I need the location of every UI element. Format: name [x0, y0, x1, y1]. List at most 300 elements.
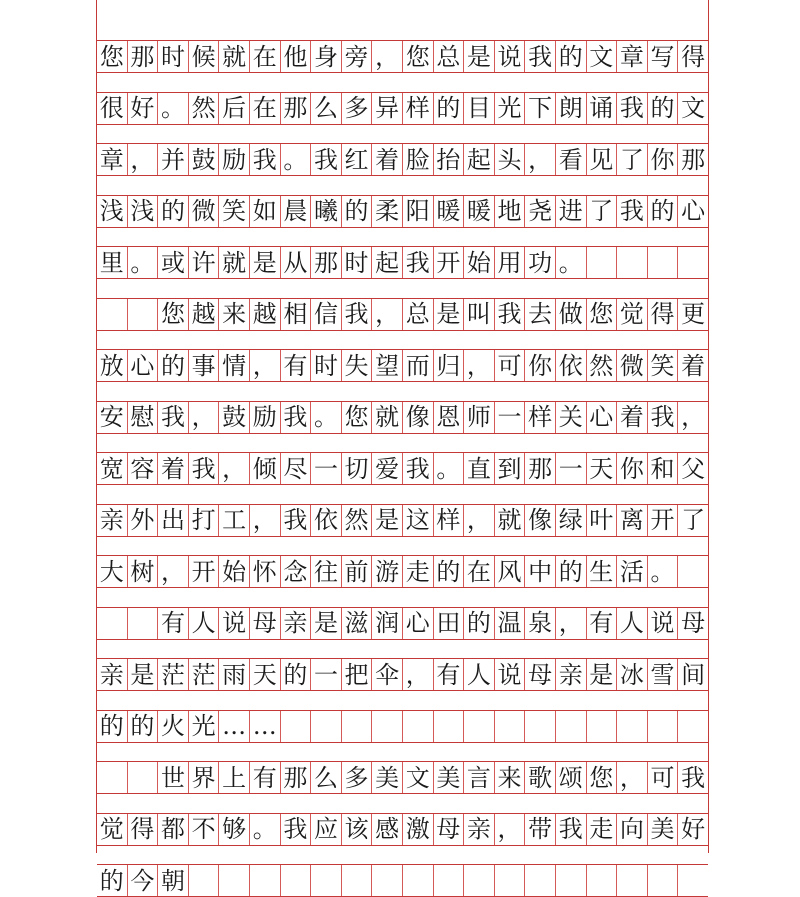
grid-cell: 是 — [128, 659, 159, 690]
grid-cell: 把 — [342, 659, 373, 690]
grid-cell — [219, 865, 250, 896]
grid-cell: 进 — [556, 196, 587, 227]
grid-cell: 一 — [495, 402, 526, 433]
grid-cell: 去 — [525, 299, 556, 330]
grid-cell: 人 — [464, 659, 495, 690]
grid-cell: 前 — [342, 556, 373, 587]
grid-cell: 我 — [648, 402, 679, 433]
grid-cell — [556, 865, 587, 896]
grid-cell: 你 — [525, 350, 556, 381]
grid-cell: 。 — [311, 402, 342, 433]
grid-cell: 就 — [219, 247, 250, 278]
grid-cell — [617, 711, 648, 742]
grid-cell: 曦 — [311, 196, 342, 227]
grid-cell: 浅 — [97, 196, 128, 227]
grid-cell: 您 — [403, 41, 434, 72]
grid-cell: 是 — [434, 299, 465, 330]
grid-cell: 那 — [281, 93, 312, 124]
grid-cell: 美 — [648, 814, 679, 845]
grid-cell: 宽 — [97, 453, 128, 484]
grid-cell: ， — [556, 608, 587, 639]
grid-cell: 然 — [189, 93, 220, 124]
grid-cell: 人 — [617, 608, 648, 639]
grid-cell: 尽 — [281, 453, 312, 484]
grid-cell: 后 — [219, 93, 250, 124]
grid-cell: 心 — [587, 402, 618, 433]
grid-cell: 世 — [158, 762, 189, 793]
grid-cell: 然 — [342, 505, 373, 536]
grid-cell: 我 — [250, 144, 281, 175]
grid-cell: ， — [250, 350, 281, 381]
grid-cell: 下 — [525, 93, 556, 124]
grid-cell: 游 — [372, 556, 403, 587]
grid-cell: 起 — [372, 247, 403, 278]
grid-cell: 一 — [311, 659, 342, 690]
grid-cell: 微 — [617, 350, 648, 381]
grid-cell: 。 — [434, 453, 465, 484]
grid-cell: 风 — [495, 556, 526, 587]
grid-cell: 。 — [648, 556, 679, 587]
grid-cell: 你 — [648, 144, 679, 175]
grid-cell: 多 — [342, 762, 373, 793]
grid-cell: 目 — [464, 93, 495, 124]
grid-cell — [495, 711, 526, 742]
grid-cell: 心 — [403, 608, 434, 639]
grid-cell: 倾 — [250, 453, 281, 484]
grid-cell — [342, 711, 373, 742]
grid-cell: 我 — [403, 247, 434, 278]
grid-cell: 得 — [681, 42, 706, 71]
grid-cell — [128, 762, 159, 793]
grid-row — [97, 349, 708, 382]
grid-cell: 慰 — [128, 402, 159, 433]
grid-cell: 我 — [681, 763, 706, 792]
grid-cell: 就 — [219, 41, 250, 72]
grid-cell: 我 — [342, 299, 373, 330]
grid-row — [97, 298, 708, 331]
grid-cell: 离 — [617, 505, 648, 536]
grid-cell — [128, 299, 159, 330]
grid-cell: 的 — [158, 350, 189, 381]
grid-cell: 头 — [495, 144, 526, 175]
grid-row — [97, 92, 708, 125]
grid-cell: 我 — [495, 299, 526, 330]
grid-cell: ， — [617, 762, 648, 793]
grid-cell: 样 — [434, 505, 465, 536]
grid-cell: 间 — [681, 660, 706, 689]
grid-cell: 雪 — [648, 659, 679, 690]
grid-cell: 着 — [617, 402, 648, 433]
grid-cell: 见 — [587, 144, 618, 175]
grid-cell: 情 — [219, 350, 250, 381]
grid-cell: 界 — [189, 762, 220, 793]
grid-cell: 的 — [97, 865, 128, 896]
grid-cell: 大 — [97, 556, 128, 587]
grid-cell: 浅 — [128, 196, 159, 227]
grid-cell: 写 — [648, 41, 679, 72]
grid-cell — [525, 865, 556, 896]
grid-cell: 工 — [219, 505, 250, 536]
grid-row — [97, 761, 708, 794]
grid-cell: 望 — [372, 350, 403, 381]
grid-cell: 走 — [403, 556, 434, 587]
grid-cell: 来 — [219, 299, 250, 330]
grid-cell — [648, 865, 679, 896]
grid-cell: 信 — [311, 299, 342, 330]
grid-cell: 您 — [587, 299, 618, 330]
grid-cell: 怀 — [250, 556, 281, 587]
grid-cell: 事 — [189, 350, 220, 381]
grid-cell: 我 — [281, 814, 312, 845]
grid-cell — [464, 711, 495, 742]
grid-cell: 微 — [189, 196, 220, 227]
grid-cell: 我 — [189, 453, 220, 484]
grid-cell: 时 — [158, 41, 189, 72]
grid-cell: ， — [495, 814, 526, 845]
grid-cell: 叶 — [587, 505, 618, 536]
grid-cell — [403, 865, 434, 896]
grid-cell: 打 — [189, 505, 220, 536]
grid-cell: ， — [158, 556, 189, 587]
grid-cell — [311, 711, 342, 742]
grid-cell: ， — [372, 299, 403, 330]
grid-cell: 用 — [495, 247, 526, 278]
grid-cell: 够 — [219, 814, 250, 845]
grid-cell: 亲 — [97, 659, 128, 690]
grid-cell — [311, 865, 342, 896]
grid-cell: 不 — [189, 814, 220, 845]
grid-cell: 总 — [434, 41, 465, 72]
grid-cell: 抬 — [434, 144, 465, 175]
grid-cell: 母 — [681, 609, 706, 637]
grid-cell: 我 — [525, 41, 556, 72]
grid-cell: 和 — [648, 453, 679, 484]
grid-cell: 好 — [128, 93, 159, 124]
grid-cell: 。 — [556, 247, 587, 278]
grid-cell: 更 — [681, 300, 706, 328]
grid-cell: ， — [189, 402, 220, 433]
grid-cell — [617, 865, 648, 896]
grid-cell: 从 — [281, 247, 312, 278]
grid-cell: 感 — [372, 814, 403, 845]
grid-cell: ， — [464, 350, 495, 381]
grid-cell: 火 — [158, 711, 189, 742]
grid-cell: 得 — [648, 299, 679, 330]
grid-cell: 光 — [495, 93, 526, 124]
grid-cell: 是 — [587, 659, 618, 690]
grid-cell — [556, 711, 587, 742]
grid-cell: 么 — [311, 762, 342, 793]
grid-cell — [403, 711, 434, 742]
grid-cell: 师 — [464, 402, 495, 433]
grid-cell: 开 — [648, 505, 679, 536]
grid-cell: 文 — [681, 94, 706, 122]
grid-cell: 的 — [281, 659, 312, 690]
grid-cell: 出 — [158, 505, 189, 536]
grid-cell: 容 — [128, 453, 159, 484]
grid-cell: 总 — [403, 299, 434, 330]
grid-cell: 言 — [464, 762, 495, 793]
grid-cell — [281, 865, 312, 896]
grid-cell: 该 — [342, 814, 373, 845]
grid-row — [97, 555, 708, 588]
grid-cell: 功 — [525, 247, 556, 278]
grid-cell: … — [250, 711, 281, 742]
grid-cell: 旁 — [342, 41, 373, 72]
grid-cell: 励 — [250, 402, 281, 433]
grid-cell: 柔 — [372, 196, 403, 227]
grid-cell: 么 — [311, 93, 342, 124]
grid-cell — [342, 865, 373, 896]
grid-cell: 是 — [372, 505, 403, 536]
grid-row — [97, 40, 708, 73]
grid-cell: 并 — [158, 144, 189, 175]
grid-cell: 着 — [372, 144, 403, 175]
grid-cell: 章 — [97, 144, 128, 175]
grid-cell: 地 — [495, 196, 526, 227]
grid-cell: 亲 — [556, 659, 587, 690]
grid-cell: 有 — [250, 762, 281, 793]
grid-cell: 是 — [311, 608, 342, 639]
grid-cell: 茫 — [158, 659, 189, 690]
grid-cell: 鼓 — [189, 144, 220, 175]
grid-cell: 天 — [250, 659, 281, 690]
grid-cell: 觉 — [617, 299, 648, 330]
grid-cell: … — [219, 711, 250, 742]
grid-cell: 都 — [158, 814, 189, 845]
grid-cell: 始 — [464, 247, 495, 278]
grid-cell: 说 — [648, 608, 679, 639]
grid-cell: 你 — [617, 453, 648, 484]
grid-cell: 关 — [556, 402, 587, 433]
grid-cell — [372, 865, 403, 896]
grid-cell — [128, 608, 159, 639]
grid-cell: 越 — [189, 299, 220, 330]
grid-cell: 着 — [681, 351, 706, 380]
grid-row — [97, 658, 708, 691]
grid-cell: 外 — [128, 505, 159, 536]
grid-cell: 那 — [681, 145, 706, 174]
grid-cell: 多 — [342, 93, 373, 124]
grid-cell: ， — [403, 659, 434, 690]
grid-cell — [372, 711, 403, 742]
grid-cell: 说 — [495, 659, 526, 690]
grid-cell: 暖 — [464, 196, 495, 227]
grid-cell: 您 — [587, 762, 618, 793]
composition-paper — [96, 0, 709, 895]
grid-cell: 那 — [128, 41, 159, 72]
grid-cell — [678, 711, 708, 742]
grid-cell — [678, 556, 708, 587]
grid-row — [97, 864, 708, 897]
grid-cell: 笑 — [219, 196, 250, 227]
grid-cell: 那 — [281, 762, 312, 793]
grid-cell: ， — [372, 41, 403, 72]
grid-cell: 越 — [250, 299, 281, 330]
grid-cell: 如 — [250, 196, 281, 227]
grid-cell: 母 — [434, 814, 465, 845]
grid-cell: 茫 — [189, 659, 220, 690]
grid-cell: 颂 — [556, 762, 587, 793]
grid-cell: 我 — [617, 93, 648, 124]
grid-cell: 里 — [97, 247, 128, 278]
grid-cell: 励 — [219, 144, 250, 175]
grid-cell: 有 — [158, 608, 189, 639]
grid-cell: 可 — [648, 762, 679, 793]
grid-cell: 起 — [464, 144, 495, 175]
grid-cell — [587, 865, 618, 896]
grid-cell — [678, 865, 708, 896]
grid-cell: 应 — [311, 814, 342, 845]
grid-cell: 异 — [372, 93, 403, 124]
grid-row — [97, 195, 708, 228]
grid-cell: 我 — [158, 402, 189, 433]
grid-cell: 时 — [342, 247, 373, 278]
grid-cell: 母 — [525, 659, 556, 690]
grid-cell: 像 — [403, 402, 434, 433]
grid-cell: 的 — [158, 196, 189, 227]
grid-cell: 中 — [525, 556, 556, 587]
grid-cell: ， — [681, 403, 706, 431]
grid-cell: 他 — [281, 41, 312, 72]
grid-cell: 心 — [681, 197, 706, 225]
grid-cell: 歌 — [525, 762, 556, 793]
grid-cell: 有 — [587, 608, 618, 639]
grid-cell: 章 — [617, 41, 648, 72]
grid-cell — [648, 247, 679, 278]
grid-cell: 的 — [342, 196, 373, 227]
grid-cell: 朗 — [556, 93, 587, 124]
grid-cell: 在 — [250, 41, 281, 72]
grid-cell — [678, 247, 708, 278]
grid-cell: 时 — [311, 350, 342, 381]
grid-cell: 得 — [128, 814, 159, 845]
grid-cell: 温 — [495, 608, 526, 639]
grid-cell: 活 — [617, 556, 648, 587]
grid-cell: 依 — [556, 350, 587, 381]
grid-cell: 文 — [403, 762, 434, 793]
grid-cell: 冰 — [617, 659, 648, 690]
grid-cell: ， — [219, 453, 250, 484]
grid-cell: 润 — [372, 608, 403, 639]
grid-cell: 上 — [219, 762, 250, 793]
grid-cell: 爱 — [372, 453, 403, 484]
grid-cell: 在 — [250, 93, 281, 124]
grid-cell: 到 — [495, 453, 526, 484]
grid-cell: 放 — [97, 350, 128, 381]
grid-cell — [587, 711, 618, 742]
grid-cell: 说 — [495, 41, 526, 72]
grid-cell: 的 — [128, 711, 159, 742]
grid-cell: 亲 — [97, 505, 128, 536]
grid-cell: 恩 — [434, 402, 465, 433]
grid-cell: 样 — [403, 93, 434, 124]
grid-cell: 绿 — [556, 505, 587, 536]
grid-cell: 有 — [434, 659, 465, 690]
grid-cell: 那 — [311, 247, 342, 278]
grid-cell: 晨 — [281, 196, 312, 227]
grid-cell — [525, 711, 556, 742]
grid-cell: ， — [250, 505, 281, 536]
grid-row — [97, 813, 708, 846]
grid-cell: 尧 — [525, 196, 556, 227]
grid-cell: 诵 — [587, 93, 618, 124]
grid-cell: 是 — [464, 41, 495, 72]
grid-row — [97, 452, 708, 485]
grid-cell — [495, 865, 526, 896]
grid-cell: 红 — [342, 144, 373, 175]
grid-cell: 我 — [311, 144, 342, 175]
grid-cell: 在 — [464, 556, 495, 587]
grid-cell: 。 — [158, 93, 189, 124]
grid-cell: 的 — [556, 41, 587, 72]
grid-cell: 田 — [434, 608, 465, 639]
grid-cell: ， — [464, 505, 495, 536]
grid-cell: 脸 — [403, 144, 434, 175]
grid-cell: 我 — [281, 505, 312, 536]
grid-cell: 好 — [681, 815, 706, 843]
grid-cell — [281, 711, 312, 742]
grid-cell — [434, 865, 465, 896]
grid-cell: 可 — [495, 350, 526, 381]
grid-cell: 泉 — [525, 608, 556, 639]
grid-cell: 美 — [434, 762, 465, 793]
grid-row — [97, 143, 708, 176]
grid-row — [97, 401, 708, 434]
grid-cell: 。 — [281, 144, 312, 175]
grid-cell: 今 — [128, 865, 159, 896]
grid-cell: 做 — [556, 299, 587, 330]
grid-cell: 滋 — [342, 608, 373, 639]
grid-cell: 光 — [189, 711, 220, 742]
grid-cell — [434, 711, 465, 742]
grid-cell: 开 — [189, 556, 220, 587]
grid-cell: 那 — [525, 453, 556, 484]
grid-cell: 依 — [311, 505, 342, 536]
grid-cell: 叫 — [464, 299, 495, 330]
grid-cell — [587, 247, 618, 278]
grid-cell: 归 — [434, 350, 465, 381]
grid-cell: 伞 — [372, 659, 403, 690]
grid-cell: 而 — [403, 350, 434, 381]
grid-cell: 人 — [189, 608, 220, 639]
grid-cell: 阳 — [403, 196, 434, 227]
grid-cell: 相 — [281, 299, 312, 330]
grid-cell: 了 — [681, 506, 706, 534]
grid-cell — [189, 865, 220, 896]
grid-cell: 然 — [587, 350, 618, 381]
grid-cell: 的 — [648, 93, 679, 124]
grid-cell: 很 — [97, 93, 128, 124]
grid-cell: 的 — [648, 196, 679, 227]
grid-cell: 雨 — [219, 659, 250, 690]
grid-cell: 的 — [556, 556, 587, 587]
grid-row — [97, 607, 708, 640]
grid-cell: 生 — [587, 556, 618, 587]
grid-cell: 激 — [403, 814, 434, 845]
grid-cell — [97, 762, 128, 793]
grid-cell: 的 — [434, 93, 465, 124]
grid-cell: 始 — [219, 556, 250, 587]
grid-cell: 鼓 — [219, 402, 250, 433]
grid-cell: 像 — [525, 505, 556, 536]
grid-cell: 的 — [464, 608, 495, 639]
grid-cell: 带 — [525, 814, 556, 845]
grid-row — [97, 246, 708, 279]
grid-cell: 安 — [97, 402, 128, 433]
grid-cell: 许 — [189, 247, 220, 278]
grid-cell: 美 — [372, 762, 403, 793]
